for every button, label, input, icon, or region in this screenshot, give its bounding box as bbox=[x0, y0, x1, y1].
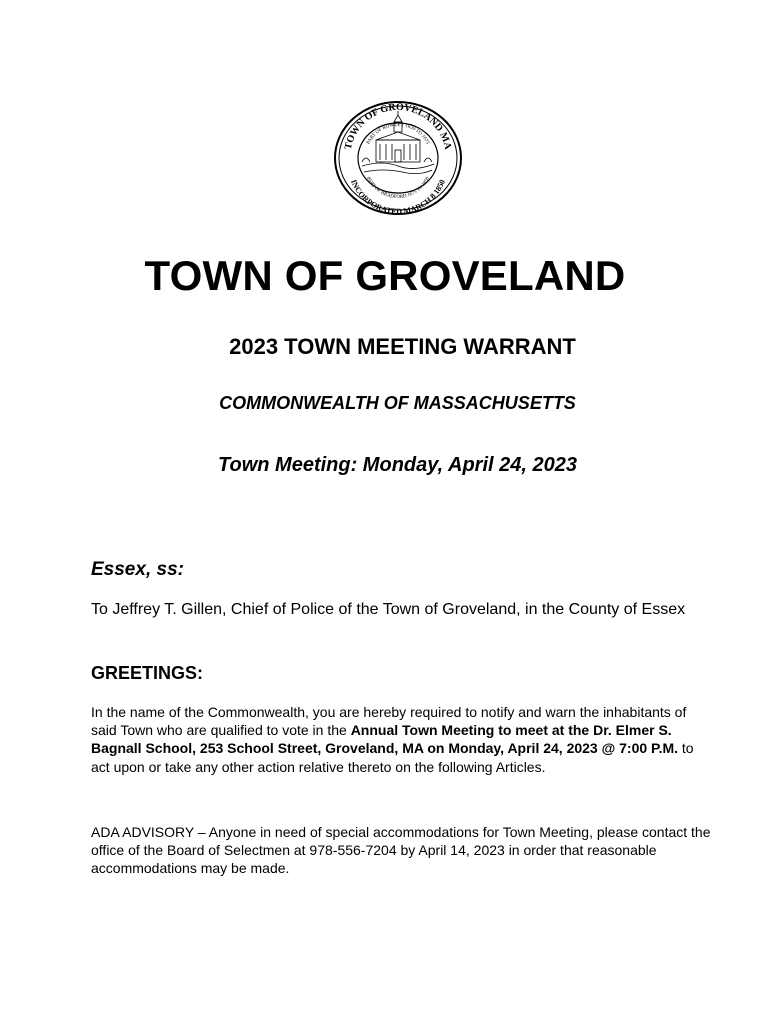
meeting-date: Town Meeting: Monday, April 24, 2023 bbox=[218, 454, 577, 476]
town-seal bbox=[332, 100, 464, 216]
essex-heading: Essex, ss: bbox=[91, 559, 184, 580]
notice-paragraph bbox=[91, 703, 711, 776]
commonwealth-heading: COMMONWEALTH OF MASSACHUSETTS bbox=[219, 393, 576, 413]
notice-text-end: to act upon or take any other action relative thereto on the following Articles. bbox=[91, 740, 694, 775]
addressee-line: To Jeffrey T. Gillen, Chief of Police of the Town of Groveland, in the County of Essex bbox=[91, 601, 686, 618]
seal-bottom-text: INCORPORATED MARCH 8 1850 bbox=[349, 178, 447, 216]
warrant-subtitle: 2023 TOWN MEETING WARRANT bbox=[229, 334, 576, 359]
seal-inner-top-text: PART OF ROWLEY 1639 TO 1675 bbox=[366, 122, 430, 146]
svg-text:PART OF BRADFORD 1675 TO 1850 bbox=[365, 176, 431, 200]
greetings-heading: GREETINGS: bbox=[91, 663, 204, 683]
ada-advisory-paragraph: ADA ADVISORY – Anyone in need of special accommodations for Town Meeting, please contact the office of the Board of Selectmen at 978-556-7204 by April 14, 2023 in order that reasonable accommodations may be made. bbox=[91, 824, 711, 877]
page-title: TOWN OF GROVELAND bbox=[144, 252, 626, 299]
seal-inner-bottom-text: PART OF BRADFORD 1675 TO 1850 bbox=[365, 176, 431, 201]
seal-outer-text: TOWN OF GROVELAND MA bbox=[342, 101, 454, 151]
notice-meeting-details: Annual Town Meeting to meet at the Dr. Elmer S. Bagnall School, 253 School Street, Groveland, MA on Monday, April 24, 2023 @ 7:00 P.M. bbox=[91, 722, 679, 757]
notice-text-start: In the name of the Commonwealth, you are hereby required to notify and warn the inhabitants of said Town who are qualified to vote in the bbox=[91, 704, 687, 739]
